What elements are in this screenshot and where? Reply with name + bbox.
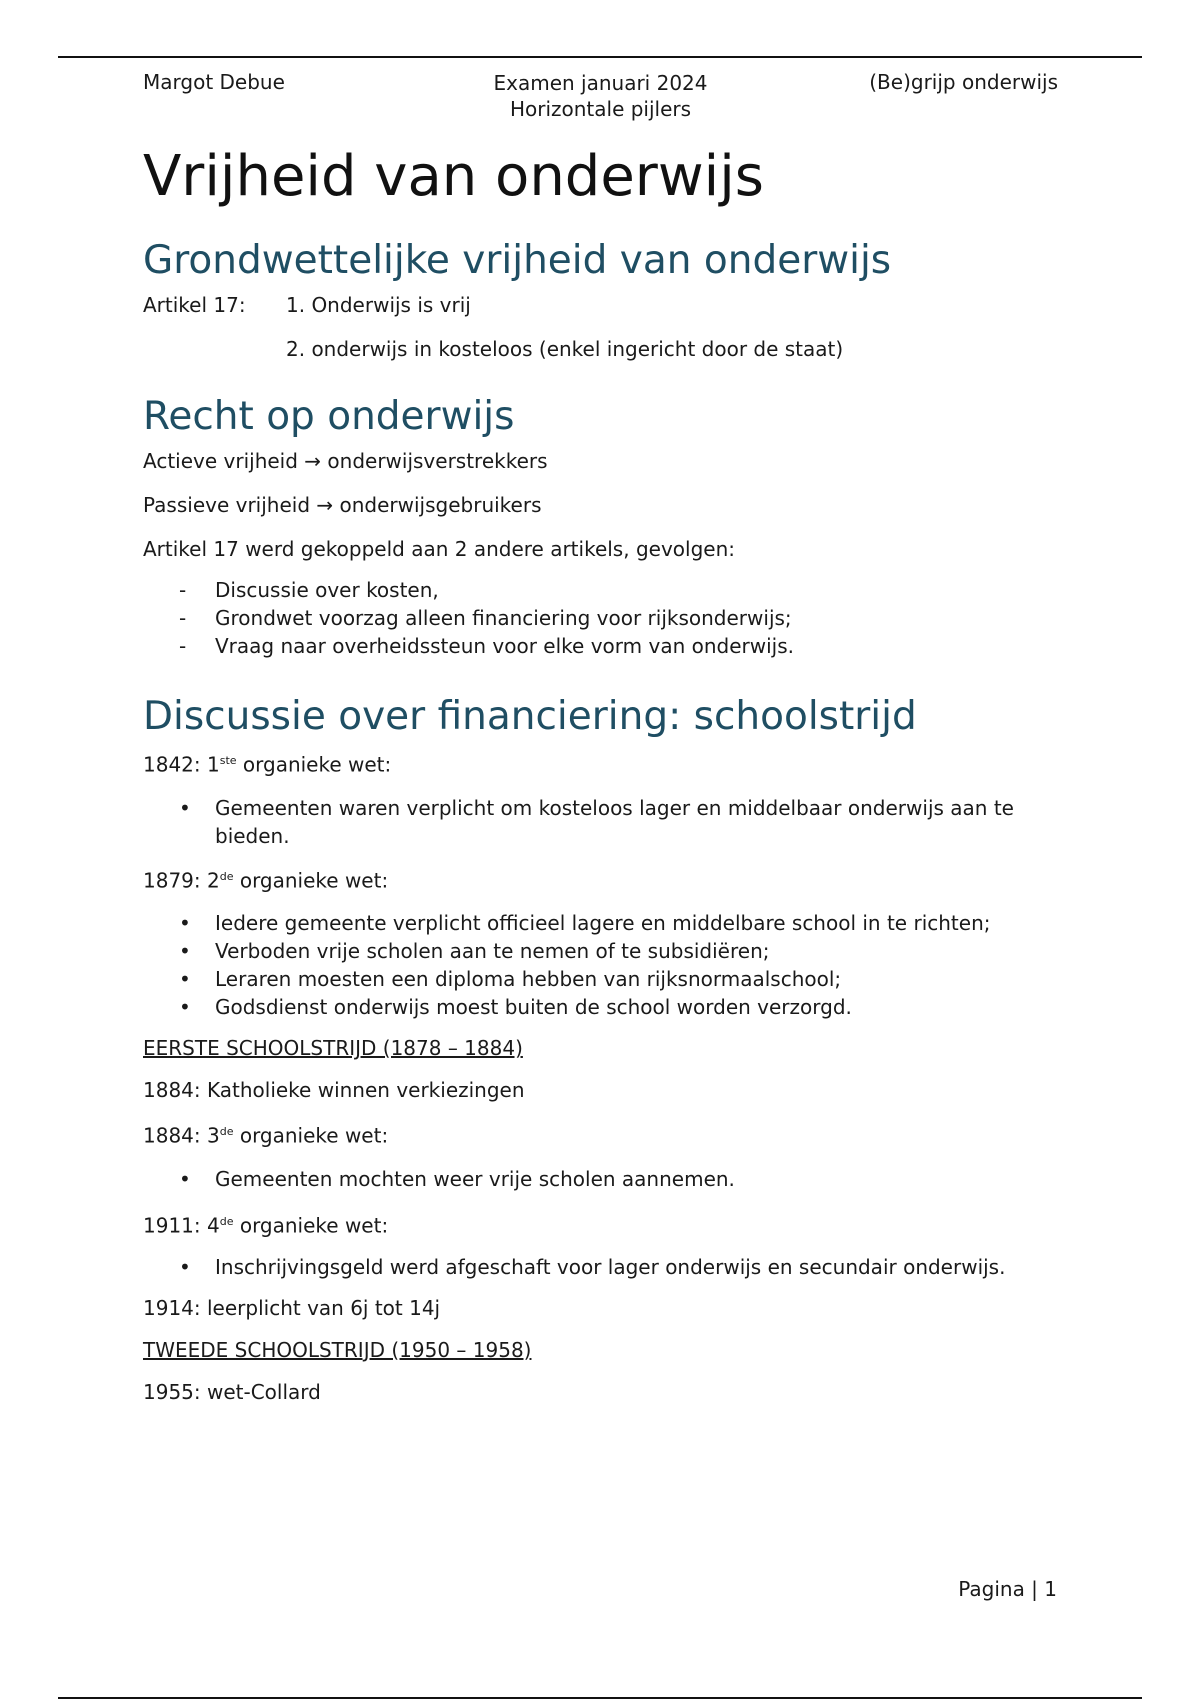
header-rule (58, 56, 1142, 58)
law-1884-list (143, 1165, 1058, 1193)
bullet: • (179, 939, 191, 964)
section-heading-grondwet: Grondwettelijke vrijheid van onderwijs (143, 238, 892, 283)
page-number: Pagina | 1 (958, 1577, 1057, 1601)
page-title: Vrijheid van onderwijs (143, 144, 764, 209)
law-1911-list (143, 1253, 1058, 1281)
article-item-1: 1. Onderwijs is vrij (286, 293, 471, 317)
bullet: • (179, 911, 191, 936)
dash-bullet: - (179, 606, 187, 630)
document-body (143, 140, 1058, 1407)
list-item: - Discussie over kosten, (179, 578, 439, 602)
article-label: Artikel 17: (143, 293, 246, 317)
law-1911: 1911: 4de organieke wet: (143, 1213, 389, 1238)
bullet: • (179, 1166, 191, 1191)
footer-rule (58, 1697, 1142, 1699)
list-item: • Gemeenten mochten weer vrije scholen aannemen. (179, 1166, 735, 1191)
list-item: • Iedere gemeente verplicht officieel lagere en middelbare school in te richten; (179, 911, 991, 936)
list-item: • Godsdienst onderwijs moest buiten de school worden verzorgd. (179, 995, 852, 1020)
first-schoolstrijd: EERSTE SCHOOLSTRIJD (1878 – 1884) (143, 1036, 523, 1061)
article-item-2: 2. onderwijs in kosteloos (enkel ingericht door de staat) (286, 337, 844, 361)
section-heading-schoolstrijd: Discussie over financiering: schoolstrijd (143, 694, 917, 739)
law-1842: 1842: 1ste organieke wet: (143, 752, 392, 777)
active-freedom: Actieve vrijheid → onderwijsverstrekkers (143, 449, 548, 473)
bullet: • (179, 795, 191, 820)
list-item: • Leraren moesten een diploma hebben van rijksnormaalschool; (179, 967, 842, 992)
bullet: • (179, 995, 191, 1020)
dash-bullet: - (179, 578, 187, 602)
law-1879-list (143, 909, 1058, 1021)
header-author: Margot Debue (143, 70, 285, 94)
second-schoolstrijd: TWEEDE SCHOOLSTRIJD (1950 – 1958) (143, 1337, 532, 1362)
list-item: • Verboden vrije scholen aan te nemen of te subsidiëren; (179, 939, 770, 964)
article-17-row (143, 290, 1058, 364)
consequences-list (143, 576, 1058, 660)
bullet: • (179, 1254, 191, 1279)
header-course: (Be)grijp onderwijs (869, 70, 1058, 94)
article-linked: Artikel 17 werd gekoppeld aan 2 andere artikels, gevolgen: (143, 537, 735, 561)
section-heading-recht: Recht op onderwijs (143, 394, 515, 439)
law-1884: 1884: 3de organieke wet: (143, 1123, 389, 1148)
wet-collard: 1955: wet-Collard (143, 1379, 321, 1404)
page-header (143, 70, 1058, 126)
law-1879: 1879: 2de organieke wet: (143, 868, 389, 893)
law-1842-list (143, 794, 1058, 850)
article-items (286, 290, 843, 364)
list-item: - Grondwet voorzag alleen financiering voor rijksonderwijs; (179, 606, 792, 630)
list-item: • Gemeenten waren verplicht om kosteloos lager en middelbaar onderwijs aan te bieden. (179, 795, 1014, 848)
election-1884: 1884: Katholieke winnen verkiezingen (143, 1078, 525, 1103)
header-exam-line2: Horizontale pijlers (509, 97, 692, 121)
compulsory-education: 1914: leerplicht van 6j tot 14j (143, 1295, 441, 1320)
header-exam-line1: Examen januari 2024 (493, 71, 708, 95)
list-item: - Vraag naar overheidssteun voor elke vorm van onderwijs. (179, 634, 794, 658)
passive-freedom: Passieve vrijheid → onderwijsgebruikers (143, 493, 542, 517)
list-item: • Inschrijvingsgeld werd afgeschaft voor lager onderwijs en secundair onderwijs. (179, 1254, 1006, 1279)
dash-bullet: - (179, 634, 187, 658)
bullet: • (179, 967, 191, 992)
